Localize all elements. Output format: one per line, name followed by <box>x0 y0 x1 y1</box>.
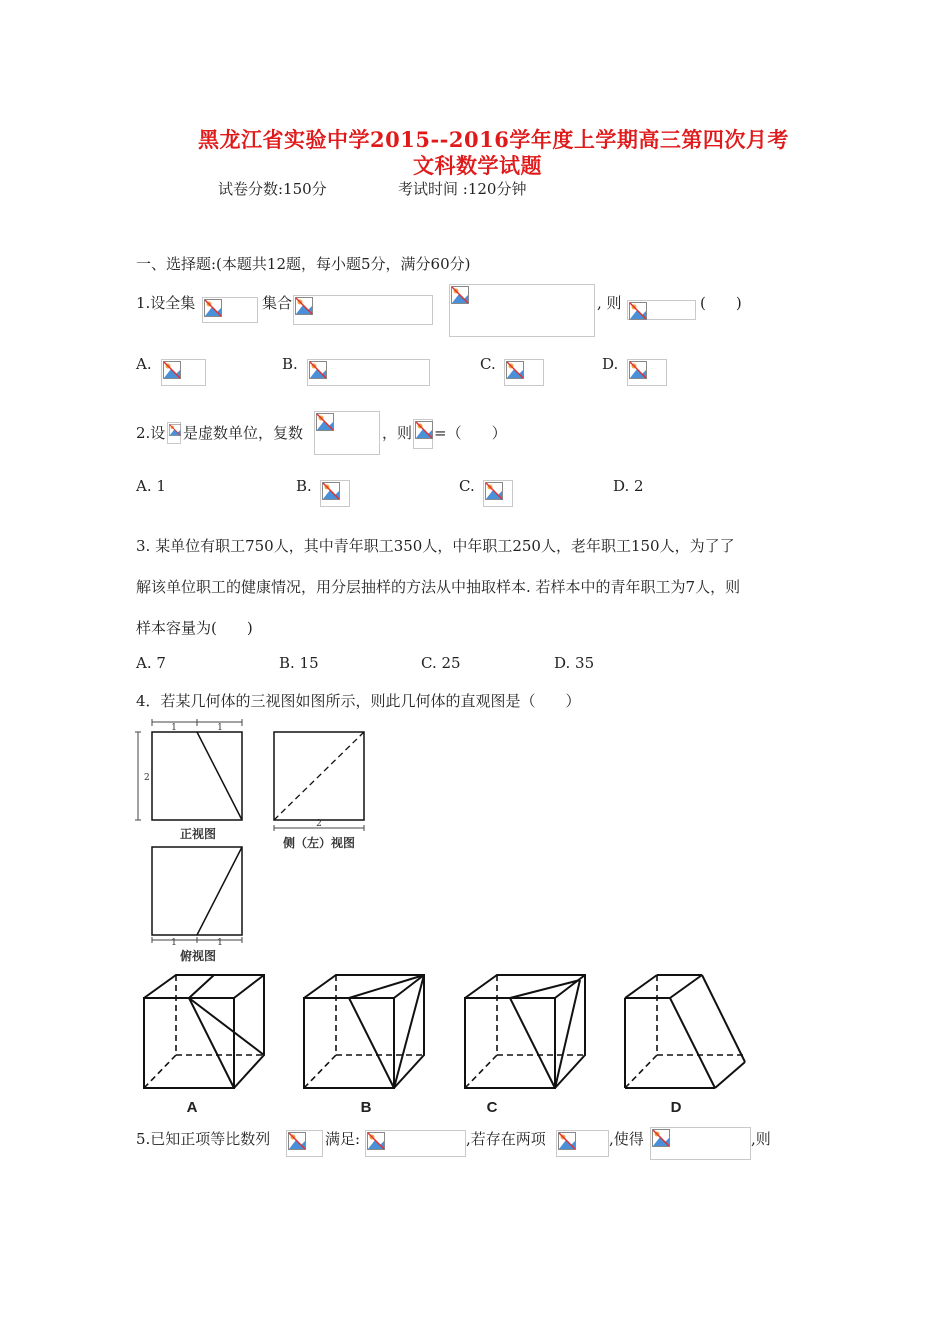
q4-text: 4．若某几何体的三视图如图所示，则此几何体的直观图是（ ） <box>136 692 581 710</box>
solid-option-c-label: C <box>486 1099 498 1116</box>
q2-option-a: A. 1 <box>136 477 166 495</box>
front-dim-2: 2 <box>144 773 150 783</box>
broken-image-icon <box>451 286 469 304</box>
three-view-figure <box>130 716 380 966</box>
top-dim-1b: 1 <box>217 938 223 948</box>
side-dim-2: 2 <box>316 819 322 829</box>
q1-option-d-formula <box>627 359 667 386</box>
q5-formula-condition <box>365 1130 466 1157</box>
q5-formula-an <box>286 1130 323 1157</box>
q1-option-b: B. <box>282 355 298 373</box>
q3-line-2: 解该单位职工的健康情况，用分层抽样的方法从中抽取样本. 若样本中的青年职工为7人，则 <box>136 578 741 596</box>
broken-image-icon <box>415 421 433 439</box>
broken-image-icon <box>485 482 503 500</box>
broken-image-icon <box>629 302 647 320</box>
q1-option-c-formula <box>504 359 544 386</box>
q5-text-3: ,若存在两项 <box>466 1130 546 1148</box>
title-line-2: 文科数学试题 <box>413 153 542 178</box>
q5-text-2: 满足: <box>325 1130 361 1148</box>
q1-option-c: C. <box>480 355 496 373</box>
solid-option-d-label: D <box>670 1099 682 1116</box>
solid-options-figure <box>134 970 774 1118</box>
q2-text-2: 是虚数单位，复数 <box>183 424 304 442</box>
broken-image-icon <box>652 1129 670 1147</box>
front-dim-1a: 1 <box>171 723 177 733</box>
front-dim-1b: 1 <box>217 723 223 733</box>
solid-option-c <box>465 975 585 1088</box>
solid-option-b-label: B <box>360 1099 372 1116</box>
broken-image-icon <box>204 299 222 317</box>
front-view <box>135 719 242 841</box>
q1-formula-B <box>449 284 595 337</box>
q5-text-1: 5.已知正项等比数列 <box>136 1130 271 1148</box>
time-info: 考试时间 :120分钟 <box>398 180 527 198</box>
q2-formula-z <box>314 411 380 455</box>
top-view-caption: 俯视图 <box>179 949 217 963</box>
side-view <box>274 732 364 850</box>
q1-text-2: 集合 <box>262 294 293 312</box>
q1-formula-expr <box>627 300 696 320</box>
q1-option-a-formula <box>161 359 206 386</box>
q1-text-3: , 则 <box>597 294 622 312</box>
q2-option-b: B. <box>296 477 312 495</box>
q5-text-5: ,则 <box>751 1130 771 1148</box>
q1-formula-U <box>202 297 258 323</box>
broken-image-icon <box>322 482 340 500</box>
q1-formula-A <box>293 295 433 325</box>
q1-option-a: A. <box>136 355 152 373</box>
broken-image-icon <box>558 1132 576 1150</box>
q1-text-1: 1.设全集 <box>136 294 196 312</box>
title-line-1: 黑龙江省实验中学2015--2016学年度上学期高三第四次月考 <box>198 127 789 152</box>
solid-option-b <box>304 975 424 1088</box>
q2-text-3: ，则 <box>382 424 413 442</box>
q2-option-b-formula <box>320 480 350 507</box>
broken-image-icon <box>367 1132 385 1150</box>
broken-image-icon <box>309 361 327 379</box>
q2-text-1: 2.设 <box>136 424 166 442</box>
q3-line-1: 3. 某单位有职工750人，其中青年职工350人，中年职工250人，老年职工150人，为了了 <box>136 537 735 555</box>
q2-formula-i <box>167 422 181 444</box>
q2-option-c-formula <box>483 480 513 507</box>
q3-option-a: A. 7 <box>136 654 166 672</box>
q1-text-4: ( ) <box>700 294 742 312</box>
solid-option-d <box>625 975 745 1088</box>
broken-image-icon <box>316 413 334 431</box>
q1-option-b-formula <box>307 359 430 386</box>
solid-option-a-label: A <box>186 1099 198 1116</box>
broken-image-icon <box>295 297 313 315</box>
top-dim-1a: 1 <box>171 938 177 948</box>
side-view-caption: 侧（左）视图 <box>282 836 356 850</box>
q3-option-d: D. 35 <box>554 654 595 672</box>
q2-option-d: D. 2 <box>613 477 644 495</box>
q5-formula-equation <box>650 1127 751 1160</box>
solid-option-a <box>144 975 264 1088</box>
q2-formula-abs <box>413 419 433 449</box>
q5-text-4: ,使得 <box>609 1130 644 1148</box>
score-info: 试卷分数:150分 <box>218 180 327 198</box>
broken-image-icon <box>288 1132 306 1150</box>
broken-image-icon <box>169 424 181 436</box>
q2-option-c: C. <box>459 477 475 495</box>
broken-image-icon <box>506 361 524 379</box>
front-view-caption: 正视图 <box>179 827 217 841</box>
q5-formula-terms <box>556 1130 609 1157</box>
broken-image-icon <box>629 361 647 379</box>
q3-line-3: 样本容量为( ) <box>136 619 253 637</box>
top-view <box>152 847 242 963</box>
section-heading: 一、选择题:(本题共12题，每小题5分，满分60分) <box>136 255 471 273</box>
q1-option-d: D. <box>602 355 619 373</box>
q2-text-4: =（ ） <box>434 424 507 442</box>
broken-image-icon <box>163 361 181 379</box>
q3-option-b: B. 15 <box>279 654 319 672</box>
q3-option-c: C. 25 <box>421 654 461 672</box>
